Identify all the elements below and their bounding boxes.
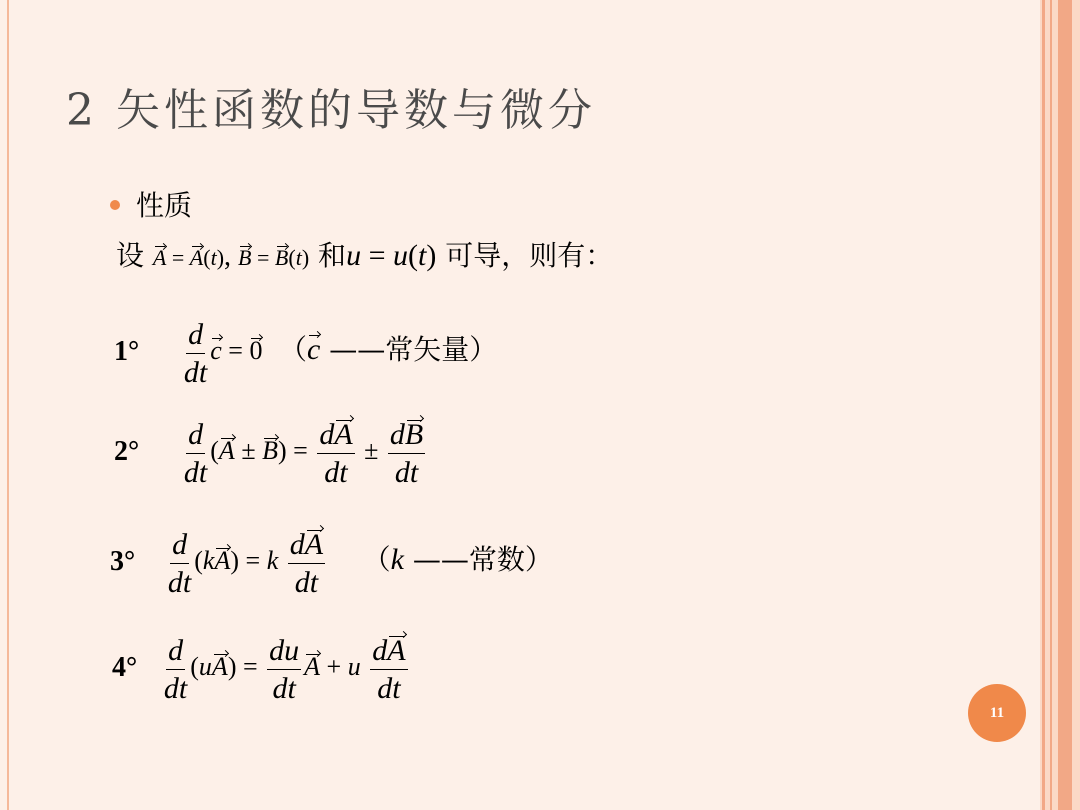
- property-2-formula: $\frac{d}{dt}$ (A ± B) = $\frac{dA}{dt}$ ± $\frac{dB}{dt}$: [183, 418, 424, 489]
- property-4: [112, 634, 411, 705]
- intro-formula-a: A = A(t): [152, 245, 225, 270]
- property-1-label: 1°: [114, 335, 140, 367]
- property-3-formula: $\frac{d}{dt}$ (kA) = k $\frac{dA}{dt}$: [167, 528, 324, 599]
- bullet-item: [110, 184, 192, 224]
- intro-suffix: 可导，则有：: [445, 239, 614, 272]
- property-4-label: 4°: [112, 651, 138, 683]
- page-number-badge: 11: [968, 684, 1026, 742]
- bullet-dot-icon: [110, 200, 120, 210]
- property-4-formula: $\frac{d}{dt}$ (uA) = $\frac{du}{dt}$ A + u $\frac{dA}{dt}$: [163, 634, 406, 705]
- bullet-text: 性质: [136, 189, 193, 222]
- property-1-formula: $\frac{d}{dt}$ c = 0: [183, 318, 263, 389]
- property-3-note: （k ——常数）: [362, 543, 553, 577]
- property-2-label: 2°: [114, 435, 140, 467]
- intro-and: 和: [318, 239, 347, 272]
- property-3: [110, 528, 553, 599]
- intro-line: 设 A = A(t), B = B(t) 和u = u(t) 可导，则有：: [116, 239, 614, 272]
- property-1-note: （c ——常矢量）: [278, 333, 498, 367]
- property-3-label: 3°: [110, 545, 136, 577]
- slide-title: 2 矢性函数的导数与微分: [66, 85, 596, 136]
- property-1: [114, 318, 497, 389]
- right-decorative-band: [1040, 0, 1080, 810]
- left-border-line: [7, 0, 9, 810]
- intro-prefix: 设: [116, 239, 145, 272]
- intro-formula-u: u = u(t): [346, 239, 437, 272]
- intro-formula-b: B = B(t): [238, 245, 310, 270]
- property-2: [114, 418, 428, 489]
